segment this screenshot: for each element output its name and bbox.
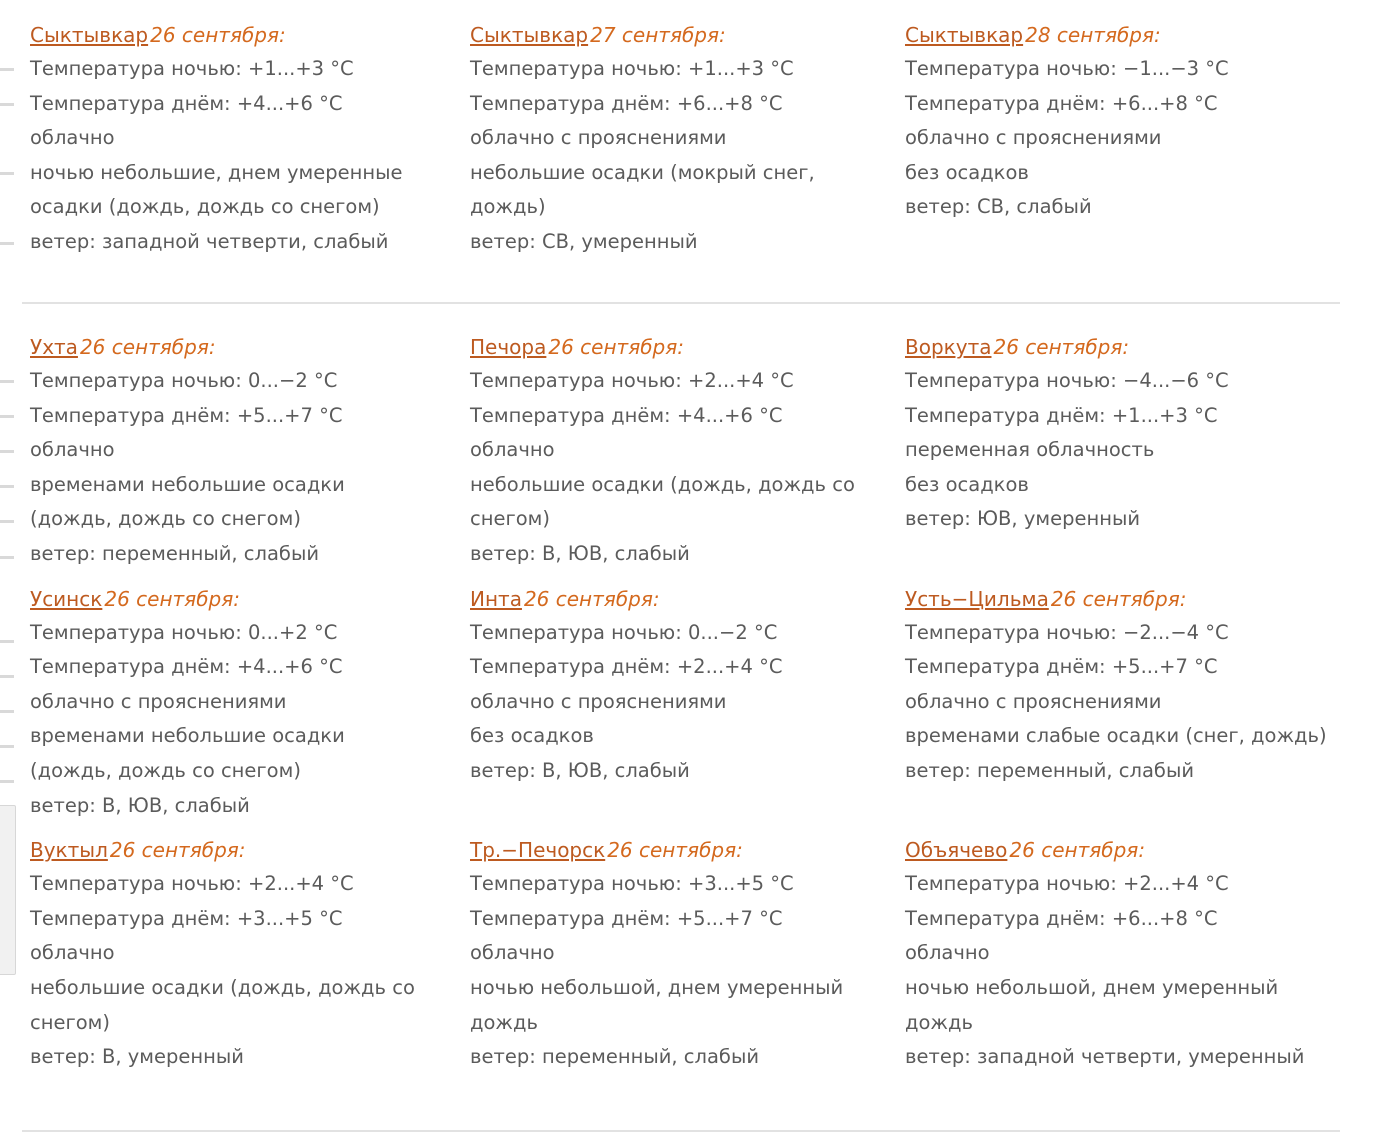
date-label: 26 сентября: bbox=[548, 335, 685, 359]
date-label: 26 сентября: bbox=[993, 335, 1130, 359]
forecast-lines bbox=[905, 52, 1327, 225]
city-link[interactable]: Усинск bbox=[30, 586, 103, 611]
forecast-lines bbox=[905, 867, 1327, 1075]
forecast-line-cloud: облачно с прояснениями bbox=[470, 126, 727, 150]
forecast-line-day-temp: Температура днём: +5...+7 °C bbox=[905, 655, 1218, 679]
date-label: 26 сентября: bbox=[607, 838, 743, 863]
forecast-card bbox=[440, 330, 875, 572]
forecast-line-day-temp: Температура днём: +6...+8 °C bbox=[905, 906, 1218, 930]
forecast-line-cloud: переменная облачность bbox=[905, 438, 1155, 462]
forecast-line-day-temp: Температура днём: +5...+7 °C bbox=[470, 906, 783, 930]
city-link[interactable]: Воркута bbox=[905, 335, 992, 359]
forecast-card bbox=[875, 582, 1345, 789]
forecast-line-precipitation: ночью небольшой, днем умеренный дождь bbox=[470, 975, 844, 1034]
forecast-card bbox=[0, 330, 440, 572]
card-title bbox=[470, 833, 865, 867]
date-label: 26 сентября: bbox=[1050, 586, 1187, 611]
forecast-line-wind: ветер: СВ, умеренный bbox=[470, 229, 698, 253]
forecast-line-day-temp: Температура днём: +3...+5 °C bbox=[30, 906, 343, 930]
forecast-line-night-temp: Температура ночью: +3...+5 °C bbox=[470, 872, 794, 896]
forecast-line-night-temp: Температура ночью: +1...+3 °C bbox=[470, 57, 794, 80]
forecast-line-day-temp: Температура днём: +4...+6 °C bbox=[30, 91, 343, 115]
forecast-line-night-temp: Температура ночью: +2...+4 °C bbox=[30, 872, 354, 896]
page-bottom-divider bbox=[22, 1130, 1340, 1132]
forecast-card bbox=[875, 18, 1345, 225]
forecast-line-day-temp: Температура днём: +4...+6 °C bbox=[470, 403, 783, 427]
forecast-line-precipitation: ночью небольшой, днем умеренный дождь bbox=[905, 975, 1279, 1034]
forecast-line-wind: ветер: западной четверти, умеренный bbox=[905, 1045, 1305, 1069]
forecast-line-wind: ветер: ЮВ, умеренный bbox=[905, 507, 1141, 531]
card-title bbox=[905, 582, 1327, 616]
card-title bbox=[470, 18, 865, 52]
date-label: 28 сентября: bbox=[1025, 23, 1161, 47]
forecast-line-wind: ветер: В, умеренный bbox=[30, 1045, 244, 1069]
forecast-line-wind: ветер: СВ, слабый bbox=[905, 195, 1092, 219]
forecast-line-wind: ветер: В, ЮВ, слабый bbox=[470, 758, 690, 782]
forecast-lines bbox=[470, 867, 865, 1075]
city-link[interactable]: Печора bbox=[470, 335, 547, 359]
forecast-lines bbox=[470, 616, 865, 789]
forecast-line-night-temp: Температура ночью: 0...+2 °C bbox=[30, 620, 338, 644]
forecast-row bbox=[0, 582, 1376, 824]
forecast-card bbox=[875, 833, 1345, 1075]
city-link[interactable]: Усть−Цильма bbox=[905, 586, 1049, 611]
forecast-row bbox=[0, 833, 1376, 1075]
forecast-line-precipitation: без осадков bbox=[905, 160, 1029, 184]
date-label: 26 сентября: bbox=[79, 335, 216, 359]
card-title bbox=[905, 18, 1327, 52]
forecast-card bbox=[440, 833, 875, 1075]
date-label: 27 сентября: bbox=[590, 23, 726, 47]
forecast-line-wind: ветер: переменный, слабый bbox=[470, 1045, 760, 1069]
forecast-group-syktyvkar bbox=[0, 18, 1376, 260]
forecast-line-cloud: облачно с прояснениями bbox=[30, 689, 287, 713]
forecast-row bbox=[0, 18, 1376, 260]
section-divider bbox=[22, 302, 1340, 304]
forecast-lines bbox=[470, 364, 865, 572]
forecast-card bbox=[440, 18, 875, 260]
forecast-card bbox=[0, 582, 440, 824]
forecast-line-precipitation: ночью небольшие, днем умеренные осадки (дождь, дождь со снегом) bbox=[30, 160, 403, 219]
forecast-line-day-temp: Температура днём: +6...+8 °C bbox=[470, 91, 783, 115]
card-title bbox=[470, 330, 865, 364]
city-link[interactable]: Объячево bbox=[905, 838, 1008, 863]
card-title bbox=[470, 582, 865, 616]
forecast-line-night-temp: Температура ночью: +2...+4 °C bbox=[905, 872, 1229, 896]
forecast-line-cloud: облачно с прояснениями bbox=[905, 689, 1162, 713]
forecast-row bbox=[0, 330, 1376, 572]
forecast-line-wind: ветер: В, ЮВ, слабый bbox=[30, 793, 250, 817]
card-title bbox=[30, 582, 430, 616]
date-label: 26 сентября: bbox=[109, 838, 246, 863]
forecast-line-precipitation: без осадков bbox=[470, 724, 594, 748]
forecast-lines bbox=[470, 52, 865, 260]
city-link[interactable]: Тр.−Печорск bbox=[470, 838, 606, 863]
forecast-line-precipitation: временами небольшие осадки (дождь, дождь со снегом) bbox=[30, 472, 345, 531]
forecast-line-day-temp: Температура днём: +1...+3 °C bbox=[905, 403, 1218, 427]
forecast-line-cloud: облачно с прояснениями bbox=[905, 126, 1162, 150]
card-title bbox=[30, 18, 430, 52]
forecast-card bbox=[875, 330, 1345, 537]
forecast-line-night-temp: Температура ночью: −1...−3 °C bbox=[905, 57, 1229, 80]
card-title bbox=[905, 330, 1327, 364]
forecast-line-cloud: облачно bbox=[470, 941, 555, 965]
date-label: 26 сентября: bbox=[150, 23, 286, 47]
forecast-line-cloud: облачно bbox=[30, 126, 115, 150]
forecast-line-night-temp: Температура ночью: +2...+4 °C bbox=[470, 369, 794, 392]
forecast-lines bbox=[30, 52, 430, 260]
forecast-line-day-temp: Температура днём: +4...+6 °C bbox=[30, 655, 343, 679]
forecast-line-precipitation: небольшие осадки (дождь, дождь со снегом) bbox=[470, 472, 855, 531]
forecast-line-night-temp: Температура ночью: −4...−6 °C bbox=[905, 369, 1229, 392]
forecast-line-cloud: облачно bbox=[30, 438, 115, 462]
forecast-line-precipitation: временами слабые осадки (снег, дождь) bbox=[905, 724, 1327, 748]
forecast-line-day-temp: Температура днём: +5...+7 °C bbox=[30, 403, 343, 427]
forecast-lines bbox=[30, 364, 430, 572]
date-label: 26 сентября: bbox=[104, 586, 241, 611]
city-link[interactable]: Вуктыл bbox=[30, 838, 108, 863]
city-link[interactable]: Сыктывкар bbox=[470, 23, 589, 47]
forecast-line-wind: ветер: переменный, слабый bbox=[905, 758, 1195, 782]
forecast-lines bbox=[905, 616, 1327, 789]
date-label: 26 сентября: bbox=[523, 586, 660, 611]
forecast-line-precipitation: временами небольшие осадки (дождь, дождь со снегом) bbox=[30, 724, 345, 782]
city-link[interactable]: Инта bbox=[470, 586, 522, 611]
forecast-line-night-temp: Температура ночью: −2...−4 °C bbox=[905, 620, 1229, 644]
city-link[interactable]: Сыктывкар bbox=[30, 23, 149, 47]
forecast-lines bbox=[905, 364, 1327, 537]
forecast-lines bbox=[30, 867, 430, 1075]
card-title bbox=[30, 833, 430, 867]
city-link[interactable]: Ухта bbox=[30, 335, 78, 359]
forecast-card bbox=[440, 582, 875, 789]
forecast-line-wind: ветер: В, ЮВ, слабый bbox=[470, 541, 690, 565]
forecast-line-cloud: облачно bbox=[470, 438, 555, 462]
forecast-line-cloud: облачно bbox=[30, 941, 115, 965]
card-title bbox=[30, 330, 430, 364]
forecast-lines bbox=[30, 616, 430, 824]
forecast-line-cloud: облачно bbox=[905, 941, 990, 965]
city-link[interactable]: Сыктывкар bbox=[905, 23, 1024, 47]
forecast-line-wind: ветер: переменный, слабый bbox=[30, 541, 320, 565]
forecast-line-precipitation: небольшие осадки (дождь, дождь со снегом) bbox=[30, 975, 415, 1034]
forecast-card bbox=[0, 18, 440, 260]
forecast-card bbox=[0, 833, 440, 1075]
forecast-group-republic-cities bbox=[0, 330, 1376, 1075]
forecast-line-precipitation: без осадков bbox=[905, 472, 1029, 496]
forecast-line-precipitation: небольшие осадки (мокрый снег, дождь) bbox=[470, 160, 815, 219]
forecast-line-day-temp: Температура днём: +2...+4 °C bbox=[470, 655, 783, 679]
card-title bbox=[905, 833, 1327, 867]
forecast-line-night-temp: Температура ночью: +1...+3 °C bbox=[30, 57, 354, 80]
date-label: 26 сентября: bbox=[1009, 838, 1146, 863]
forecast-line-day-temp: Температура днём: +6...+8 °C bbox=[905, 91, 1218, 115]
forecast-line-cloud: облачно с прояснениями bbox=[470, 689, 727, 713]
forecast-line-night-temp: Температура ночью: 0...−2 °C bbox=[470, 620, 778, 644]
forecast-line-wind: ветер: западной четверти, слабый bbox=[30, 229, 389, 253]
forecast-line-night-temp: Температура ночью: 0...−2 °C bbox=[30, 369, 338, 392]
